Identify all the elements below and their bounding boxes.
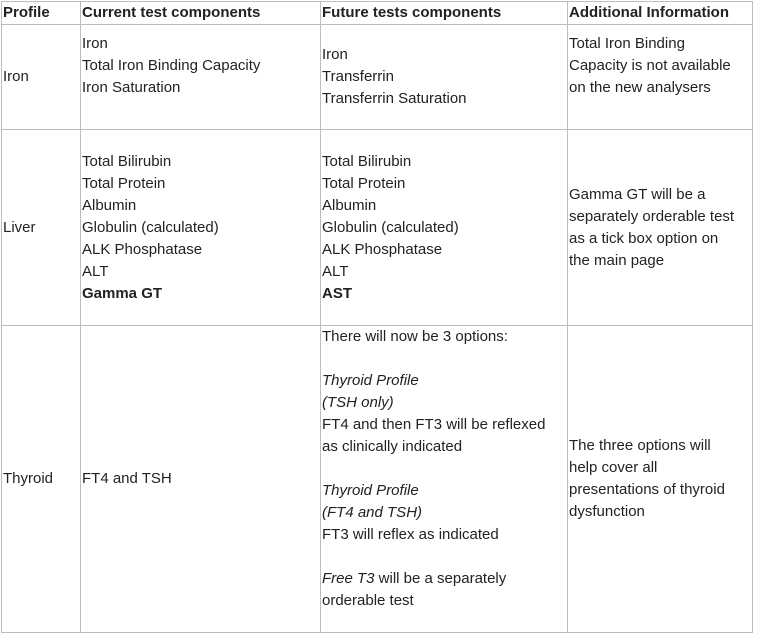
current-thyroid: FT4 and TSH — [81, 326, 321, 633]
info-iron: Total Iron Binding Capacity is not available on the new analysers — [568, 25, 753, 130]
header-row — [2, 2, 753, 25]
table-row-liver — [2, 130, 753, 326]
profile-iron: Iron — [2, 25, 81, 130]
profile-thyroid: Thyroid — [2, 326, 81, 633]
future-iron: Iron Transferrin Transferrin Saturation — [321, 25, 568, 130]
future-liver: Total Bilirubin Total Protein Albumin Globulin (calculated) ALK Phosphatase ALT AST — [321, 130, 568, 326]
table-row-iron — [2, 25, 753, 130]
header-profile: Profile — [2, 2, 81, 25]
table-row-thyroid — [2, 326, 753, 633]
current-iron: Iron Total Iron Binding Capacity Iron Saturation — [81, 25, 321, 130]
current-liver: Total Bilirubin Total Protein Albumin Globulin (calculated) ALK Phosphatase ALT Gamma GT — [81, 130, 321, 326]
header-info: Additional Information — [568, 2, 753, 25]
profiles-table — [1, 1, 753, 633]
header-future: Future tests components — [321, 2, 568, 25]
header-current: Current test components — [81, 2, 321, 25]
info-liver: Gamma GT will be a separately orderable test as a tick box option on the main page — [568, 130, 753, 326]
profile-liver: Liver — [2, 130, 81, 326]
info-thyroid: The three options will help cover all presentations of thyroid dysfunction — [568, 326, 753, 633]
future-thyroid: There will now be 3 options: Thyroid Profile (TSH only) FT4 and then FT3 will be reflexed as clinically indicated Thyroid Profile (FT4 and TSH) FT3 will reflex as indicated Free T3 will be a separately orderable test — [321, 326, 568, 633]
